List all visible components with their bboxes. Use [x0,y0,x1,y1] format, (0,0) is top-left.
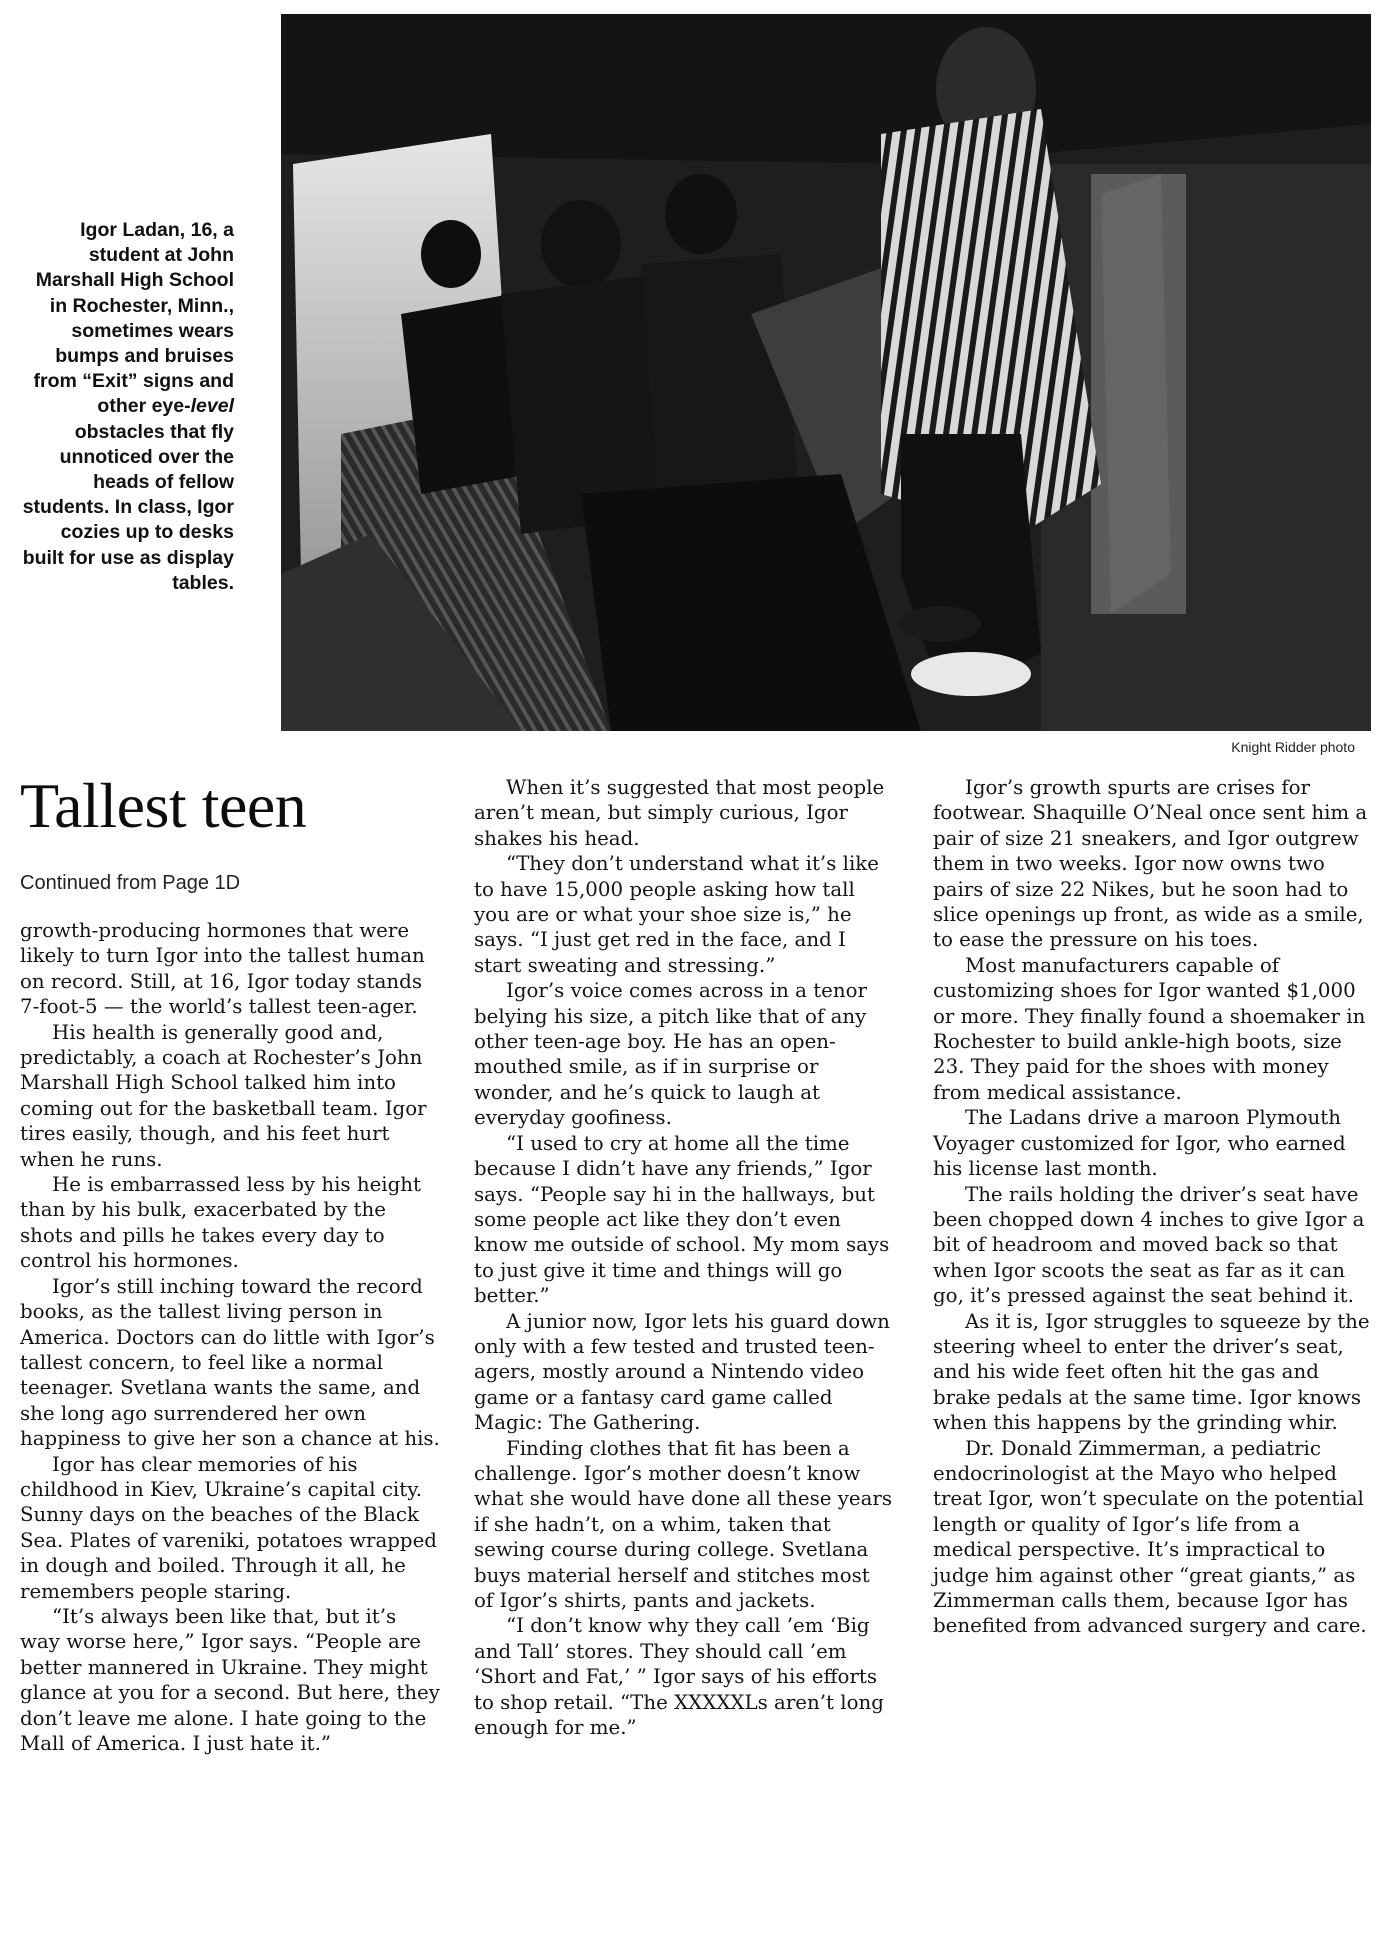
caption-text-2: obstacles that fly unnoticed over the heads of fellow students. In class, Igor cozies up to desks built for use as display tables. [22,420,234,594]
paragraph: Igor’s growth spurts are crises for footwear. Shaquille O’Neal once sent him a pair of size 21 sneakers, and Igor outgrew them in two weeks. Igor now owns two pairs of size 22 Nikes, but he soon had to slice openings up front, as wide as a smile, to ease the pressure on his toes. [933,776,1368,952]
caption-italic-word: level [190,395,234,418]
paragraph: “I don’t know why they call ’em ‘Big and Tall’ stores. They should call ’em ‘Short and Fat,’ ” Igor says of his efforts to shop retail. “The XXXXXLs aren’t long enough for me.” [474,1614,884,1740]
continued-from-line: Continued from Page 1D [20,872,241,894]
paragraph: Finding clothes that fit has been a challenge. Igor’s mother doesn’t know what she would have done all these years if she hadn’t, on a whim, taken that sewing course during college. Svetlana buys material herself and stitches most of Igor’s shirts, pants and jackets. [474,1436,893,1612]
paragraph: Most manufacturers capable of customizing shoes for Igor wanted $1,000 or more. They finally found a shoemaker in Rochester to build ankle-high boots, size 23. They paid for the shoes with money from medical assistance. [933,953,1366,1104]
headline: Tallest teen [20,770,307,841]
paragraph: “They don’t understand what it’s like to have 15,000 people asking how tall you are or what your shoe size is,” he says. “I just get red in the face, and I start sweating and stressing.” [474,852,879,977]
paragraph: Dr. Donald Zimmerman, a pediatric endocrinologist at the Mayo who helped treat Igor, won’t speculate on the potential length or quality of Igor’s life from a medical perspective. It’s impractical to judge him against other “great giants,” as Zimmerman calls them, because Igor has benefited from advanced surgery and care. [933,1436,1367,1638]
paragraph: Igor has clear memories of his childhood in Kiev, Ukraine’s capital city. Sunny days on the beaches of the Black Sea. Plates of vareniki, potatoes wrapped in dough and boiled. Through it all, he remembers people staring. [20,1452,437,1603]
article-column-2 [474,775,894,1740]
article-column-3 [933,775,1373,1639]
caption-text-1: Igor Ladan, 16, a student at John Marshall High School in Rochester, Minn., sometimes wears bumps and bruises from “Exit” signs and other eye- [33,219,234,418]
paragraph: As it is, Igor struggles to squeeze by the steering wheel to enter the driver’s seat, and his wide feet often hit the gas and brake pedals at the same time. Igor knows when this happens by the grinding whir. [933,1309,1370,1435]
paragraph: growth-producing hormones that were likely to turn Igor into the tallest human on record. Still, at 16, Igor today stands 7-foot-5 — the world’s tallest teen-ager. [20,919,425,1019]
paragraph: He is embarrassed less by his height than by his bulk, exacerbated by the shots and pills he takes every day to control his hormones. [20,1173,421,1273]
paragraph: Igor’s still inching toward the record books, as the tallest living person in America. Doctors can do little with Igor’s tallest concern, to feel like a normal teenager. Svetlana wants the same, and she long ago surrendered her own happiness to give her son a chance at his. [20,1274,440,1451]
paragraph: “I used to cry at home all the time because I didn’t have any friends,” Igor says. “People say hi in the hallways, but some people act like they don’t even know me outside of school. My mom says to just give it time and things will go better.” [474,1131,890,1308]
photo-caption [20,218,234,596]
paragraph: The Ladans drive a maroon Plymouth Voyager customized for Igor, who earned his license last month. [933,1106,1346,1181]
paragraph: His health is generally good and, predictably, a coach at Rochester’s John Marshall High School talked him into coming out for the basketball team. Igor tires easily, though, and his feet hurt when he runs. [20,1020,427,1171]
article-column-1 [20,918,440,1756]
paragraph: A junior now, Igor lets his guard down only with a few tested and trusted teen-agers, mostly around a Nintendo video game or a fantasy card game called Magic: The Gathering. [474,1309,890,1435]
paragraph: “It’s always been like that, but it’s way worse here,” Igor says. “People are better mannered in Ukraine. They might glance at you for a second. But here, they don’t leave me alone. I hate going to the Mall of America. I just hate it.” [20,1604,440,1755]
photo-credit: Knight Ridder photo [1231,739,1355,755]
paragraph: The rails holding the driver’s seat have been chopped down 4 inches to give Igor a bit of headroom and moved back so that when Igor scoots the seat as far as it can go, it’s pressed against the seat behind it. [933,1182,1365,1308]
hallway-photo-image [281,14,1371,731]
news-photo [281,14,1371,731]
paragraph: When it’s suggested that most people aren’t mean, but simply curious, Igor shakes his head. [474,776,885,850]
paragraph: Igor’s voice comes across in a tenor belying his size, a pitch like that of any other teen-age boy. He has an open-mouthed smile, as if in surprise or wonder, and he’s quick to laugh at everyday goofiness. [474,979,867,1130]
